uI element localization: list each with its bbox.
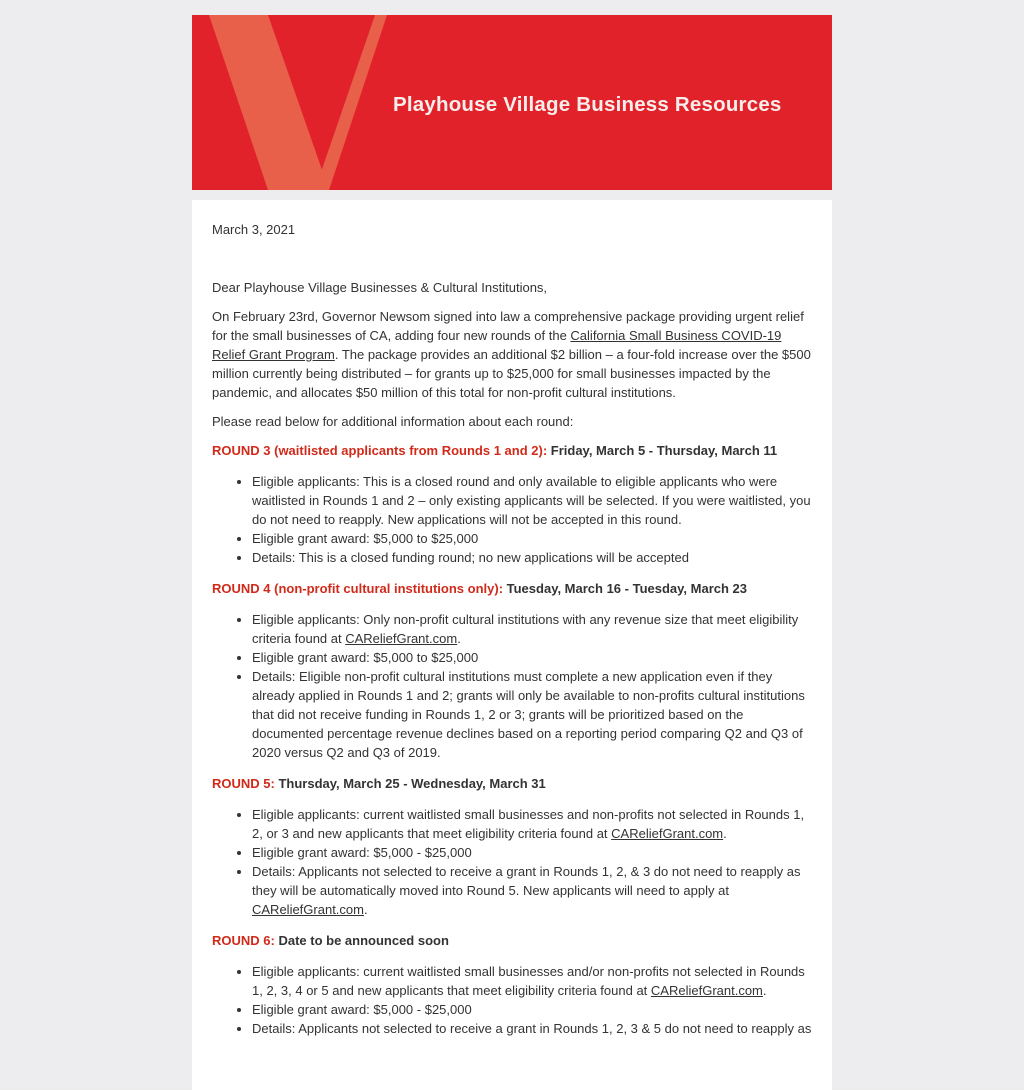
round-heading <box>212 931 812 950</box>
email-container <box>192 15 832 1090</box>
round-label: ROUND 6: <box>212 933 275 948</box>
relief-program-link[interactable]: California Small Business COVID-19 Relief Grant Program <box>212 328 782 362</box>
list-item-punctuation: . <box>457 631 461 646</box>
rounds-list <box>212 441 812 1038</box>
letter-date: March 3, 2021 <box>212 222 296 237</box>
list-item-punctuation: . <box>762 983 767 998</box>
list-item-text: Details: Applicants not selected to receive a grant in Rounds 1, 2, 3 & 5 do not need to reapply as <box>252 1021 812 1036</box>
round-details-list <box>212 610 812 762</box>
list-item <box>252 529 812 548</box>
round-details-list <box>212 962 812 1038</box>
list-item <box>252 648 812 667</box>
list-item <box>252 805 812 843</box>
list-item-text: Eligible applicants: Only non-profit cultural institutions with any revenue size that meet eligibility criteria found at <box>252 612 799 646</box>
round-heading <box>212 774 812 793</box>
list-item <box>252 862 812 919</box>
list-item-text: Eligible applicants: This is a closed round and only available to eligible applicants who were waitlisted in Rounds 1 and 2 – only existing applicants will be selected. If you were waitlisted, you do not need to reapply. New applications will not be accepted in this round. <box>252 474 811 527</box>
list-item-text: Eligible grant award: $5,000 to $25,000 <box>252 650 479 665</box>
list-item-text: Eligible applicants: current waitlisted small businesses and non-profits not selected in Rounds 1, 2, or 3 and new applicants that meet eligibility criteria found at <box>252 807 805 841</box>
round-details-list <box>212 472 812 567</box>
letter-body <box>192 200 832 1090</box>
list-item <box>252 667 812 762</box>
banner-title: Playhouse Village Business Resources <box>393 93 782 116</box>
list-item <box>252 1019 812 1038</box>
round-details-list <box>212 805 812 919</box>
round-dates: Tuesday, March 16 - Tuesday, March 23 <box>503 581 747 596</box>
careliefgrant-link[interactable]: CAReliefGrant.com <box>650 983 763 998</box>
salutation: Dear Playhouse Village Businesses & Cultural Institutions, <box>212 280 548 295</box>
lead-in: Please read below for additional information about each round: <box>212 414 574 429</box>
list-item-punctuation: . <box>723 826 727 841</box>
round-label: ROUND 5: <box>212 776 275 791</box>
round-heading <box>212 441 812 460</box>
list-item <box>252 548 812 567</box>
list-item-text: Eligible grant award: $5,000 - $25,000 <box>252 1002 472 1017</box>
list-item-punctuation: . <box>363 902 368 917</box>
list-item <box>252 472 812 529</box>
list-item <box>252 843 812 862</box>
list-item-text: Details: Applicants not selected to receive a grant in Rounds 1, 2, & 3 do not need to reapply as they will be automatically moved into Round 5. New applicants will need to apply at <box>252 864 801 898</box>
v-logo-right-stroke <box>320 15 387 190</box>
list-item <box>252 1000 812 1019</box>
v-logo-left-stroke <box>209 15 329 190</box>
careliefgrant-link[interactable]: CAReliefGrant.com <box>345 631 458 646</box>
round-label: ROUND 4 (non-profit cultural institutions only): <box>212 581 504 596</box>
list-item-text: Details: This is a closed funding round; no new applications will be accepted <box>252 550 689 565</box>
round-dates: Thursday, March 25 - Wednesday, March 31 <box>274 776 546 791</box>
intro-text: On February 23rd, Governor Newsom signed into law a comprehensive package providing urgent relief for the small businesses of CA, adding four new rounds of the <box>212 309 804 343</box>
careliefgrant-link[interactable]: CAReliefGrant.com <box>611 826 724 841</box>
header-banner <box>192 15 832 190</box>
round-dates: Date to be announced soon <box>274 933 449 948</box>
list-item-text: Details: Eligible non-profit cultural institutions must complete a new application even if they already applied in Rounds 1 and 2; grants will only be available to non-profits cultural institutions that did not receive funding in Rounds 1, 2 or 3; grants will be prioritized based on the documented percentage revenue declines based on a reporting period comparing Q2 and Q3 of 2020 versus Q2 and Q3 of 2019. <box>252 669 805 760</box>
round-label: ROUND 3 (waitlisted applicants from Rounds 1 and 2): <box>212 443 548 458</box>
list-item-text: Eligible grant award: $5,000 to $25,000 <box>252 531 479 546</box>
intro-paragraph <box>212 307 812 402</box>
list-item-text: Eligible applicants: current waitlisted small businesses and/or non-profits not selected in Rounds 1, 2, 3, 4 or 5 and new applicants that meet eligibility criteria found at <box>252 964 805 998</box>
list-item-text: Eligible grant award: $5,000 - $25,000 <box>252 845 472 860</box>
list-item <box>252 610 812 648</box>
list-item <box>252 962 812 1000</box>
careliefgrant-link[interactable]: CAReliefGrant.com <box>252 902 364 917</box>
round-heading <box>212 579 812 598</box>
round-dates: Friday, March 5 - Thursday, March 11 <box>547 443 778 458</box>
intro-text-continued: . The package provides an additional $2 billion – a four-fold increase over the $500 million currently being distributed – for grants up to $25,000 for small businesses impacted by the pandemic, and allocates $50 million of this total for non-profit cultural institutions. <box>212 347 811 400</box>
